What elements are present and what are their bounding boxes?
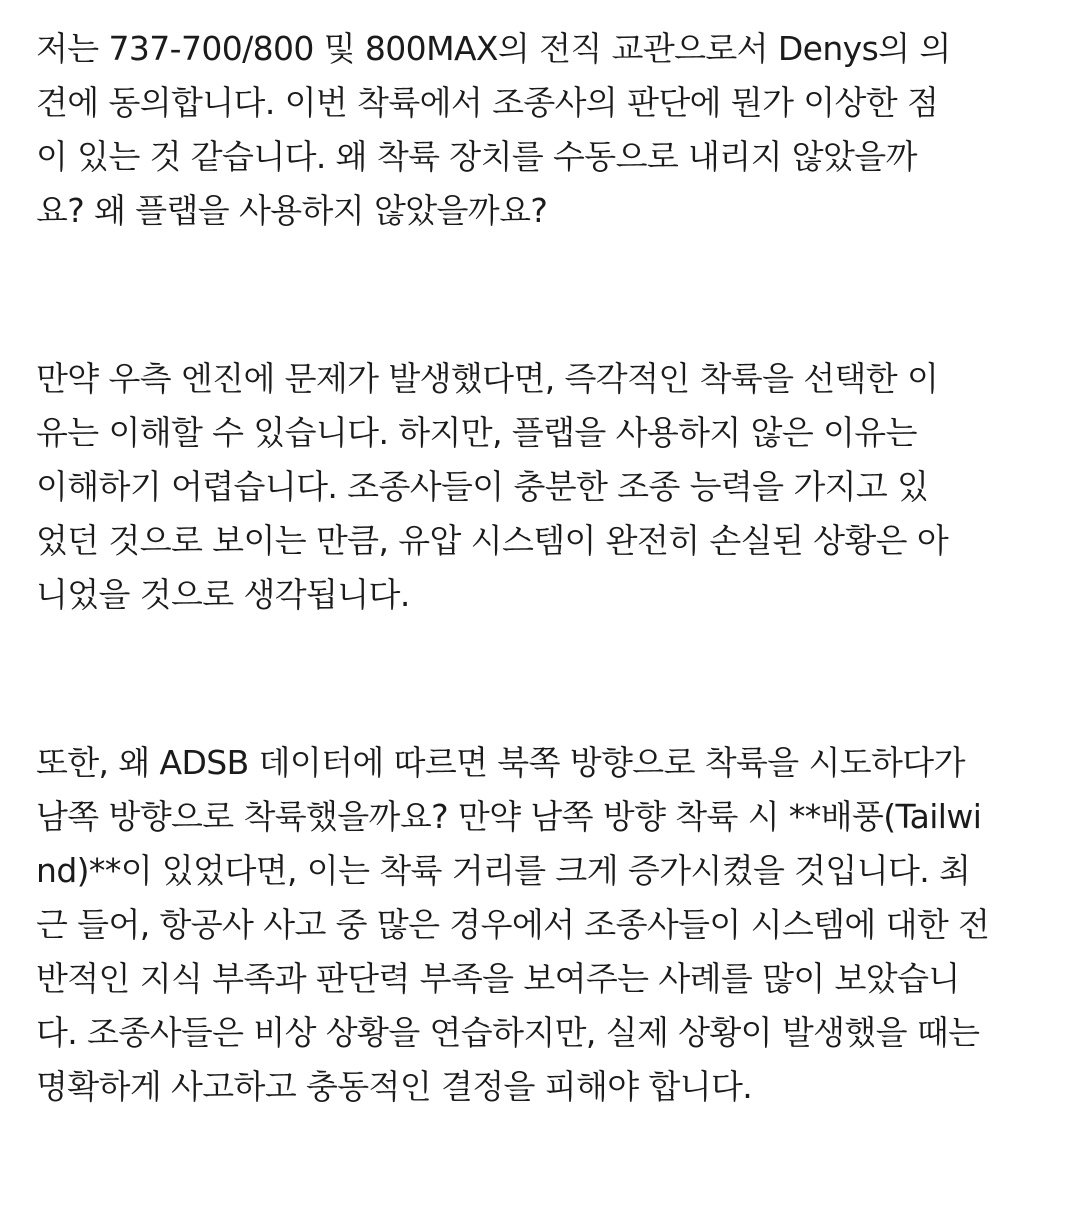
text-line: 저는 737-700/800 및 800MAX의 전직 교관으로서 Denys의 의 bbox=[36, 29, 951, 68]
text-line: 다. 조종사들은 비상 상황을 연습하지만, 실제 상황이 발생했을 때는 bbox=[36, 1013, 980, 1052]
text-line: 이해하기 어렵습니다. 조종사들이 충분한 조종 능력을 가지고 있 bbox=[36, 467, 929, 506]
paragraph-2 bbox=[36, 352, 1044, 622]
text-line: 견에 동의합니다. 이번 착륙에서 조종사의 판단에 뭔가 이상한 점 bbox=[36, 83, 939, 122]
text-line: nd)**이 있었다면, 이는 착륙 거리를 크게 증가시켰을 것입니다. 최 bbox=[36, 851, 971, 890]
text-line: 명확하게 사고하고 충동적인 결정을 피해야 합니다. bbox=[36, 1067, 753, 1106]
text-line: 반적인 지식 부족과 판단력 부족을 보여주는 사례를 많이 보았습니 bbox=[36, 959, 960, 998]
text-line: 또한, 왜 ADSB 데이터에 따르면 북쪽 방향으로 착륙을 시도하다가 bbox=[36, 743, 965, 782]
text-line: 니었을 것으로 생각됩니다. bbox=[36, 575, 410, 614]
text-line: 유는 이해할 수 있습니다. 하지만, 플랩을 사용하지 않은 이유는 bbox=[36, 413, 917, 452]
paragraph-3 bbox=[36, 736, 1044, 1114]
text-line: 요? 왜 플랩을 사용하지 않았을까요? bbox=[36, 191, 548, 230]
text-line: 었던 것으로 보이는 만큼, 유압 시스템이 완전히 손실된 상황은 아 bbox=[36, 521, 949, 560]
text-line: 남쪽 방향으로 착륙했을까요? 만약 남쪽 방향 착륙 시 **배풍(Tailwi bbox=[36, 797, 982, 836]
text-line: 이 있는 것 같습니다. 왜 착륙 장치를 수동으로 내리지 않았을까 bbox=[36, 137, 917, 176]
text-line: 만약 우측 엔진에 문제가 발생했다면, 즉각적인 착륙을 선택한 이 bbox=[36, 359, 939, 398]
text-line: 근 들어, 항공사 사고 중 많은 경우에서 조종사들이 시스템에 대한 전 bbox=[36, 905, 990, 944]
paragraph-1 bbox=[36, 22, 1044, 238]
